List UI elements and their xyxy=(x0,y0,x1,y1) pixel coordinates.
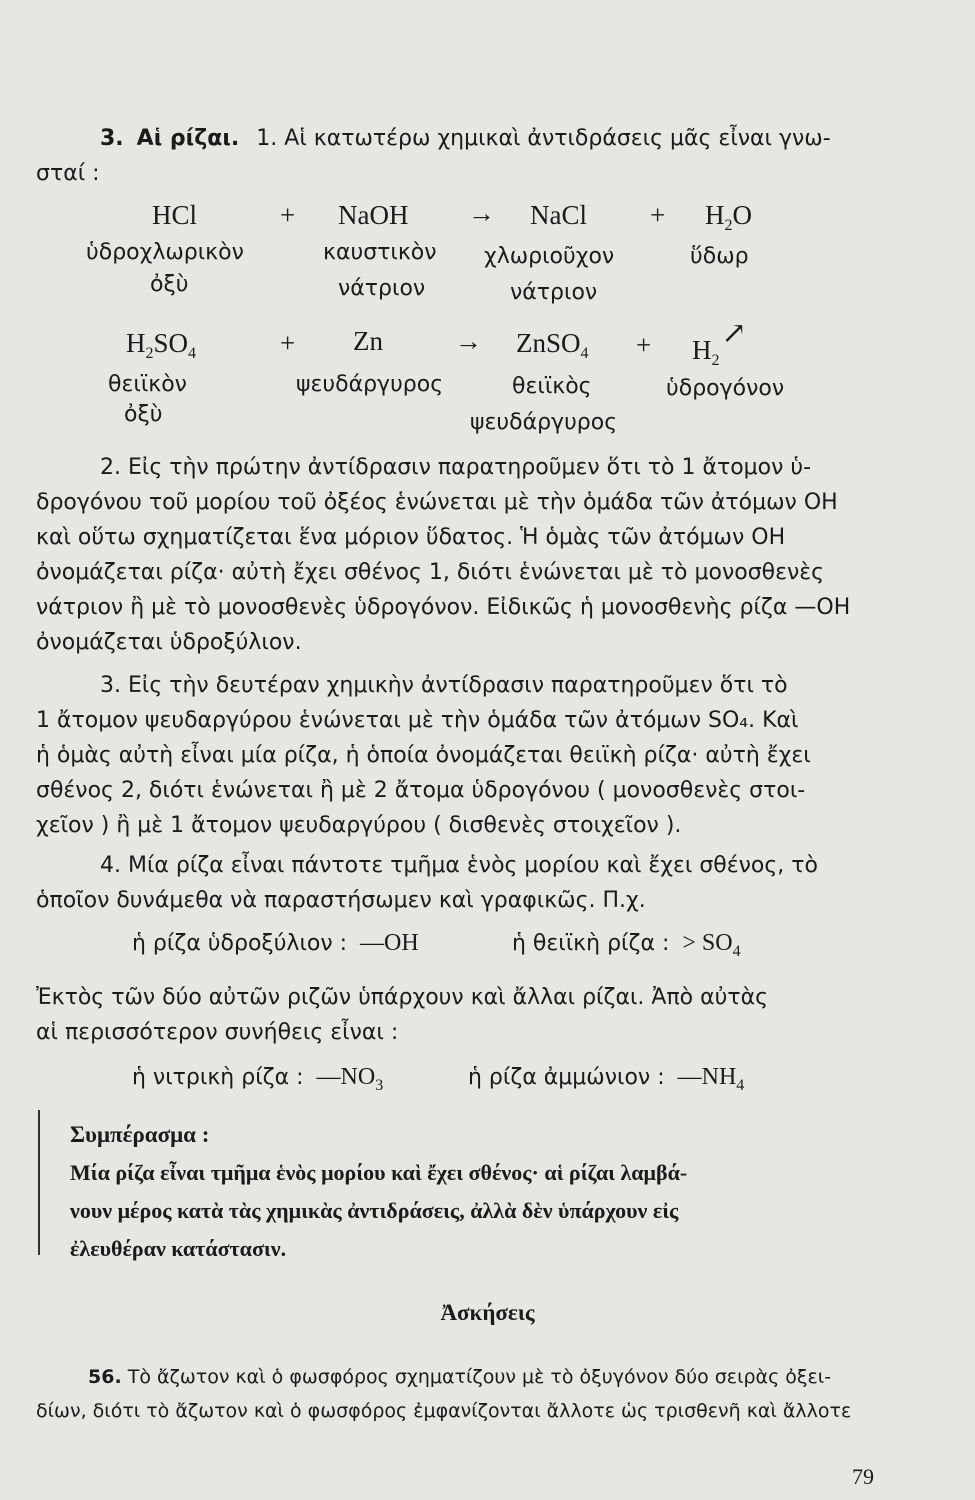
example-ammonium: ἡ ρίζα ἀμμώνιον : $—NH_4$ xyxy=(468,1064,745,1094)
example-nitrate: ἡ νιτρικὴ ρίζα : $—NO_3$ xyxy=(132,1064,384,1094)
exercise-56-line-1: 56. Τὸ ἄζωτον καὶ ὁ φωσφόρος σχηματίζουν μὲ τὸ ὀξυγόνον δύο σειρὰς ὀξει- xyxy=(88,1366,832,1388)
conclusion-body: Μία ρίζα εἶναι τμῆμα ἑνὸς μορίου καὶ ἔχει σθένος· αἱ ρίζαι λαμβά- νουν μέρος κατὰ τὰς χημικὰς ἀντιδράσεις, ἀλλὰ δὲν ὑπάρχουν εἰς ἐλευθέραν κατάστασιν. xyxy=(70,1160,688,1261)
exercise-number: 56. xyxy=(88,1366,122,1388)
example-sulfate: ἡ θειϊκὴ ρίζα : > $SO_4$ xyxy=(512,930,741,960)
intro-number: 1. xyxy=(256,126,278,151)
exercises-heading: Ἀσκήσεις xyxy=(440,1300,535,1325)
intro-text: Αἱ κατωτέρω χημικαὶ ἀντιδράσεις μᾶς εἶναι γνω- xyxy=(284,126,831,151)
paragraph-4: 4. Μία ρίζα εἶναι πάντοτε τμῆμα ἑνὸς μορίου καὶ ἔχει σθένος, τὸ ὁποῖον δυνάμεθα νὰ παραστήσωμεν καὶ γραφικῶς. Π.χ. xyxy=(36,853,818,913)
product-hydrogen: $H_2↗$ xyxy=(692,317,747,369)
reaction-arrow: → xyxy=(455,326,482,356)
label: ὀξὺ xyxy=(124,402,163,427)
label: ὀξὺ xyxy=(150,272,189,297)
reaction-arrow: → xyxy=(468,198,495,228)
section-title: Αἱ ρίζαι. xyxy=(136,126,240,151)
product-nacl: NaCl xyxy=(530,200,587,230)
label: θειϊκὸς xyxy=(512,374,592,399)
page-number: 79 xyxy=(852,1464,874,1489)
label: ὑδροχλωρικὸν xyxy=(86,240,244,265)
paragraph-3: 3. Εἰς τὴν δευτέραν χημικὴν ἀντίδρασιν παρατηροῦμεν ὅτι τὸ 1 ἄτομον ψευδαργύρου ἑνώνεται μὲ τὴν ὁμάδα τῶν ἀτόμων SO₄. Καὶ ἡ ὁμὰς αὐτὴ εἶναι μία ρίζα, ἡ ὁποία ὀνομάζεται θειϊκὴ ρίζα· αὐτὴ ἔχει σθένος 2, διότι ἑνώνεται ἢ μὲ 2 ἄτομα ὑδρογόνου ( μονοσθενὲς στοι- χεῖον ) ἢ μὲ 1 ἄτομον ψευδαργύρου ( δισθενὲς στοιχεῖον ). xyxy=(36,673,811,838)
section-number: 3. xyxy=(100,126,124,151)
paragraph-2: 2. Εἰς τὴν πρώτην ἀντίδρασιν παρατηροῦμεν ὅτι τὸ 1 ἄτομον ὑ- δρογόνου τοῦ μορίου τοῦ ὀξέος ἑνώνεται μὲ τὴν ὁμάδα τῶν ἀτόμων OH καὶ οὕτω σχηματίζεται ἕνα μόριον ὕδατος. Ἡ ὁμὰς τῶν ἀτόμων OH ὀνομάζεται ρίζα· αὐτὴ ἔχει σθένος 1, διότι ἑνώνεται μὲ τὸ μονοσθενὲς νάτριον ἢ μὲ τὸ μονοσθενὲς ὑδρογόνον. Εἰδικῶς ἡ μονοσθενὴς ρίζα —OH ὀνομάζεται ὑδροξύλιον. xyxy=(36,455,851,655)
plus-sign: + xyxy=(280,328,296,358)
label: θειϊκὸν xyxy=(108,372,187,397)
reactant-h2so4: $H_2SO_4$ xyxy=(126,328,197,362)
reactant-hcl: HCl xyxy=(152,200,198,230)
label: ὕδωρ xyxy=(690,244,749,269)
label: ὑδρογόνον xyxy=(666,376,785,401)
label: νάτριον xyxy=(338,276,426,301)
conclusion-heading: Συμπέρασμα : xyxy=(70,1122,210,1147)
intro-continued: σταί : xyxy=(36,161,100,186)
plus-sign: + xyxy=(280,200,296,230)
label: χλωριοῦχον xyxy=(484,244,615,269)
paragraph-5: Ἐκτὸς τῶν δύο αὐτῶν ριζῶν ὑπάρχουν καὶ ἄλλαι ρίζαι. Ἀπὸ αὐτὰς αἱ περισσότερον συνήθεις εἶναι : xyxy=(36,985,769,1045)
reactant-zn: Zn xyxy=(353,326,383,356)
section-heading xyxy=(100,126,831,151)
exercise-56-line-2: δίων, διότι τὸ ἄζωτον καὶ ὁ φωσφόρος ἐμφανίζονται ἄλλοτε ὡς τρισθενῆ καὶ ἄλλοτε xyxy=(36,1400,852,1422)
label: ψευδάργυρος xyxy=(470,410,618,435)
gas-arrow-icon: ↗ xyxy=(721,317,747,350)
plus-sign: + xyxy=(636,330,652,360)
product-water: $H_2O$ xyxy=(705,200,752,234)
example-hydroxyl: ἡ ρίζα ὑδροξύλιον : —OH xyxy=(132,930,419,956)
plus-sign: + xyxy=(650,200,666,230)
label: ψευδάργυρος xyxy=(296,372,444,397)
label: νάτριον xyxy=(510,280,598,305)
conclusion-margin-bar xyxy=(38,1110,40,1255)
reactant-naoh: NaOH xyxy=(338,200,409,230)
product-znso4: ZnSO$_4$ xyxy=(516,328,589,362)
label: καυστικὸν xyxy=(323,240,437,265)
